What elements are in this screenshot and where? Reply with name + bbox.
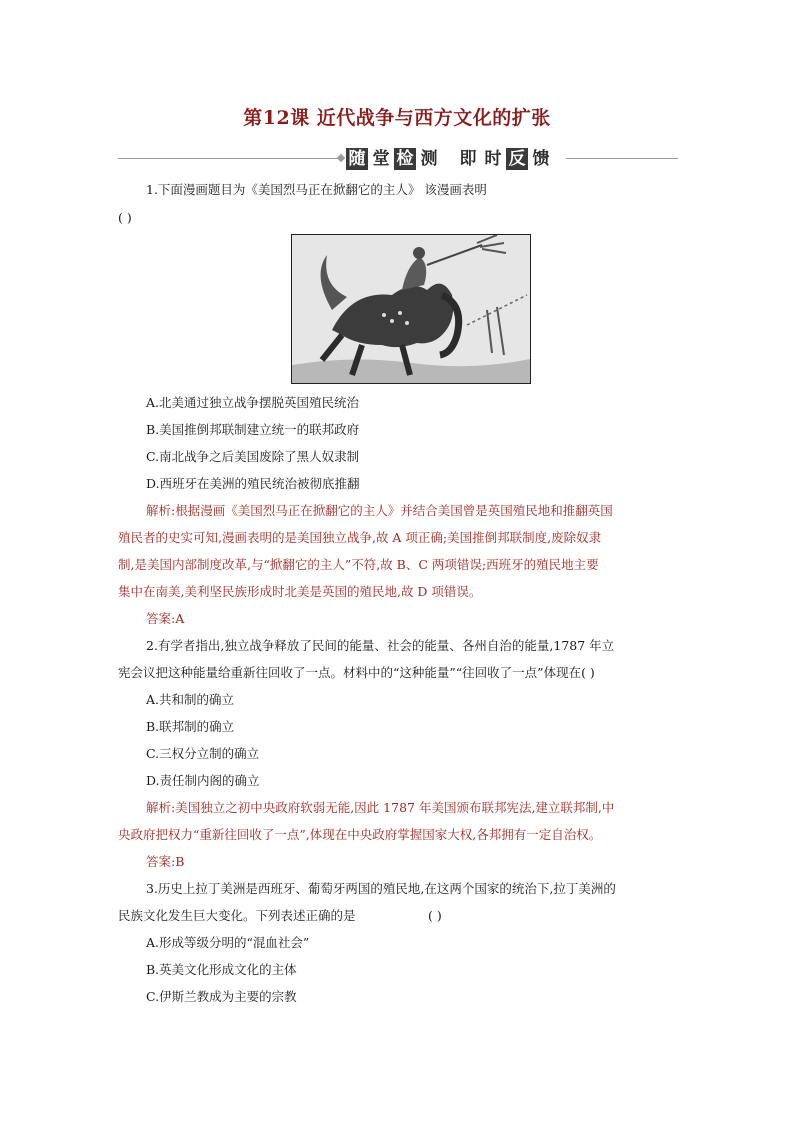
q1-analysis-line: 集中在南美,美利坚民族形成时北美是英国的殖民地,故 D 项错误。 <box>118 584 482 599</box>
q1-answer: 答案:A <box>146 611 185 626</box>
q2-option-a: A.共和制的确立 <box>146 692 235 707</box>
q2-stem-line: 2.有学者指出,独立战争释放了民间的能量、社会的能量、各州自治的能量,1787 年立 <box>146 638 615 653</box>
q3-option-b: B.英美文化形成文化的主体 <box>146 962 297 977</box>
q1-analysis-line: 解析:根据漫画《美国烈马正在掀翻它的主人》并结合美国曾是英国殖民地和推翻英国 <box>146 503 613 518</box>
banner-char: 即 <box>456 147 480 171</box>
page-title: 第12课 近代战争与西方文化的扩张 <box>243 107 551 129</box>
q2-option-d: D.责任制内阁的确立 <box>146 773 260 788</box>
cartoon-illustration <box>291 234 531 384</box>
q2-answer: 答案:B <box>146 854 185 869</box>
q1-option-d: D.西班牙在美洲的殖民统治被彻底推翻 <box>146 476 360 491</box>
banner-char: 堂 <box>369 147 393 171</box>
q1-answer-blank: ( ) <box>118 210 132 225</box>
q3-answer-blank: ( ) <box>428 908 442 923</box>
banner-rule-left <box>118 158 338 159</box>
q1-option-c: C.南北战争之后美国废除了黑人奴隶制 <box>146 449 360 464</box>
banner-text <box>346 146 554 172</box>
banner-char: 时 <box>481 147 505 171</box>
section-banner <box>118 146 678 172</box>
q2-stem-line: 宪会议把这种能量给重新往回收了一点。材料中的“这种能量”“往回收了一点”体现在( ) <box>118 665 595 680</box>
banner-rule-right <box>566 158 678 159</box>
q2-option-c: C.三权分立制的确立 <box>146 746 260 761</box>
banner-char: 随 <box>346 148 368 170</box>
q3-stem-line: 民族文化发生巨大变化。下列表述正确的是 <box>118 908 356 923</box>
q3-stem-line: 3.历史上拉丁美洲是西班牙、葡萄牙两国的殖民地,在这两个国家的统治下,拉丁美洲的 <box>146 881 616 896</box>
q1-analysis-line: 制,是美国内部制度改革,与“掀翻它的主人”不符,故 B、C 两项错误;西班牙的殖民地主要 <box>118 557 599 572</box>
q2-analysis-line: 解析:美国独立之初中央政府软弱无能,因此 1787 年美国颁布联邦宪法,建立联邦制,中 <box>146 800 615 815</box>
q3-option-c: C.伊斯兰教成为主要的宗教 <box>146 989 297 1004</box>
q2-option-b: B.联邦制的确立 <box>146 719 235 734</box>
horse-cartoon-icon <box>292 235 530 383</box>
q3-option-a: A.形成等级分明的“混血社会” <box>146 935 310 950</box>
q1-analysis-line: 殖民者的史实可知,漫画表明的是美国独立战争,故 A 项正确;美国推倒邦联制度,废除奴隶 <box>118 530 602 545</box>
banner-char: 反 <box>506 148 528 170</box>
q1-option-a: A.北美通过独立战争摆脱英国殖民统治 <box>146 395 360 410</box>
banner-char: 馈 <box>529 147 553 171</box>
banner-char: 测 <box>417 147 441 171</box>
q1-option-b: B.美国推倒邦联制建立统一的联邦政府 <box>146 422 360 437</box>
banner-char: 检 <box>394 148 416 170</box>
q2-analysis-line: 央政府把权力“重新往回收了一点”,体现在中央政府掌握国家大权,各邦拥有一定自治权。 <box>118 827 602 842</box>
q1-stem: 1.下面漫画题目为《美国烈马正在掀翻它的主人》 该漫画表明 <box>146 182 487 197</box>
